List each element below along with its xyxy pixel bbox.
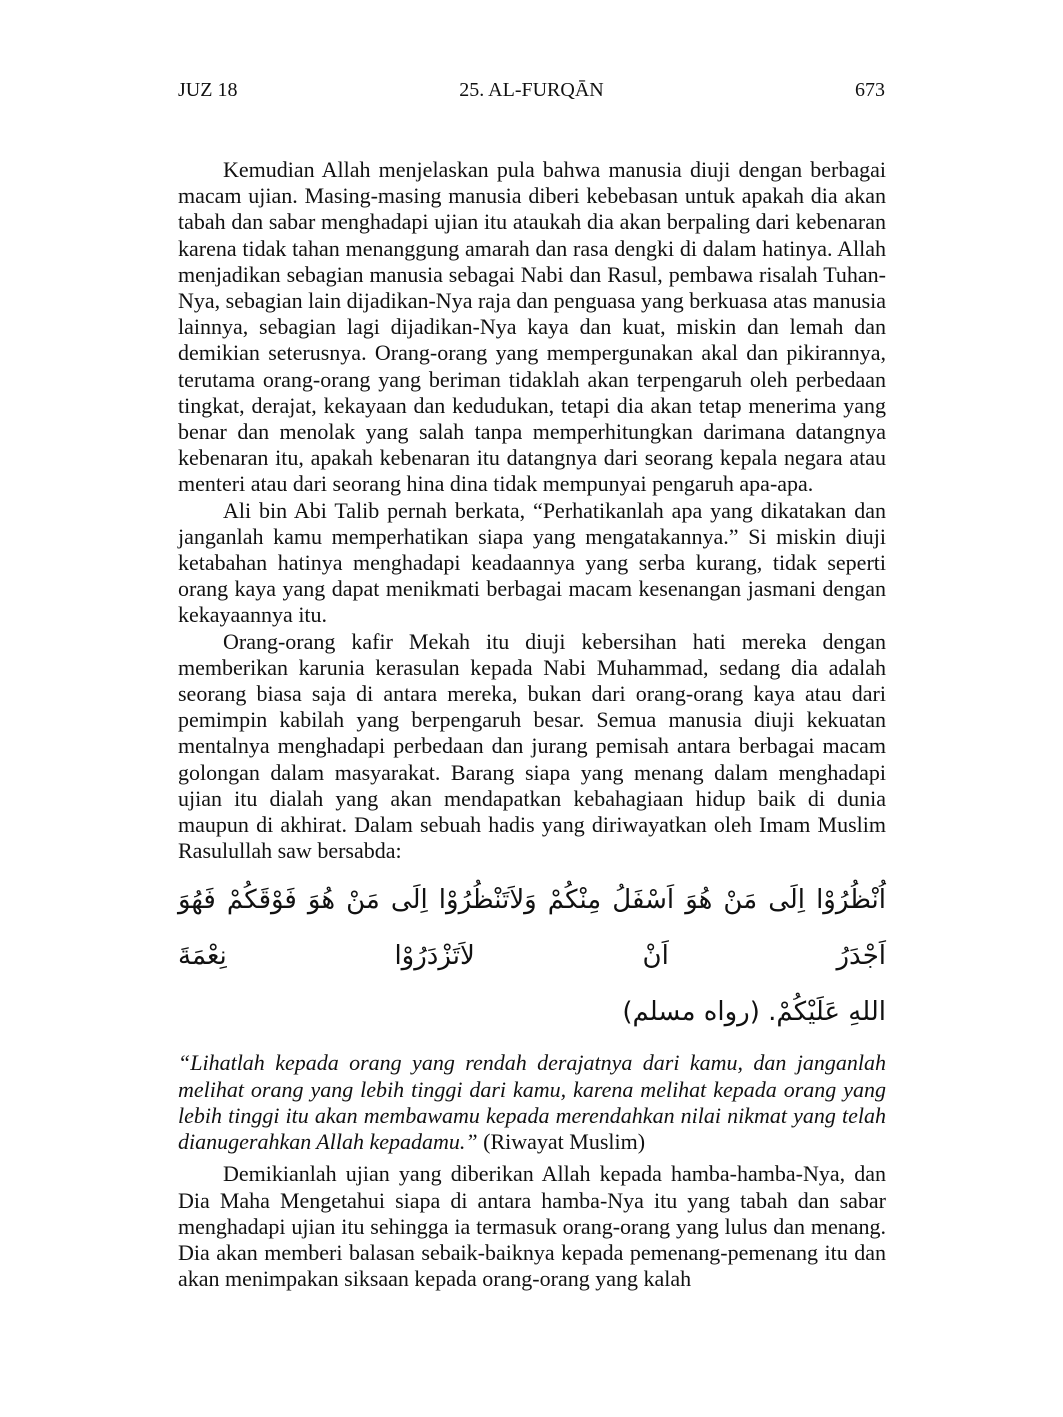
paragraph-1: Kemudian Allah menjelaskan pula bahwa manusia diuji dengan berbagai macam ujian. Masing-masing manusia diberi kebebasan untuk apakah dia akan tabah dan sabar menghadapi ujian itu ataukah dia akan berpaling dari kebenaran karena tidak tahan menanggung amarah dan rasa dengki di dalam hatinya. Allah menjadikan sebagian manusia sebagai Nabi dan Rasul, pembawa risalah Tuhan-Nya, sebagian lain dijadikan-Nya raja dan penguasa yang berkuasa atas manusia lainnya, sebagian lagi dijadikan-Nya kaya dan kuat, miskin dan lemah dan demikian seterusnya. Orang-orang yang mempergunakan akal dan pikirannya, terutama orang-orang yang beriman tidaklah akan terpengaruh oleh perbedaan tingkat, derajat, kekayaan dan kedudukan, tetapi dia akan tetap menerima yang benar dan menolak yang salah tanpa memperhitungkan darimana datangnya kebenaran itu, apakah kebenaran itu datangnya dari seorang kepala negara atau menteri atau dari seorang hina dina tidak mempunyai pengaruh apa-apa. (178, 157, 887, 497)
closing-paragraph: Demikianlah ujian yang diberikan Allah kepada hamba-hamba-Nya, dan Dia Maha Mengetahui siapa di antara hamba-Nya itu yang tabah dan sabar menghadapi ujian itu sehingga ia termasuk orang-orang yang lulus dan menang. Dia akan memberi balasan sebaik-baiknya kepada pemenang-pemenang itu dan akan menimpakan siksaan kepada orang-orang yang kalah (178, 1161, 886, 1292)
arabic-line-2: اللهِ عَلَيْكُمْ. (رواه مسلم) (622, 997, 886, 1028)
translation-text: “Lihatlah kepada orang yang rendah derajatnya dari kamu, dan janganlah melihat orang yang lebih tinggi dari kamu, karena melihat kepada orang yang lebih tinggi itu akan membawamu kepada merendahkan nilai nikmat yang telah dianugerahkan Allah kepadamu.” (178, 1050, 886, 1155)
hadith-translation (178, 1050, 886, 1155)
paragraph-2: Ali bin Abi Talib pernah berkata, “Perhatikanlah apa yang dikatakan dan janganlah kamu memperhatikan siapa yang mengatakannya.” Si miskin diuji ketabahan hatinya menghadapi keadaannya yang serba kurang, tidak seperti orang kaya yang dapat menikmati berbagai macam kesenangan jasmani dengan kekayaannya itu. (178, 497, 886, 628)
page-body (178, 157, 886, 1292)
running-header (178, 76, 885, 104)
paragraph-3: Orang-orang kafir Mekah itu diuji kebersihan hati mereka dengan memberikan karunia kerasulan kepada Nabi Muhammad, sedang dia adalah seorang biasa saja di antara mereka, bukan dari orang-orang kaya atau dari pemimpin kabilah yang berpengaruh besar. Semua manusia diuji kekuatan mentalnya menghadapi perbedaan dan jurang pemisah antara berbagai macam golongan dalam masyarakat. Barang siapa yang menang dalam menghadapi ujian itu dialah yang akan mendapatkan kebahagiaan hidup baik di dunia maupun di akhirat. Dalam sebuah hadis yang diriwayatkan oleh Imam Muslim Rasulullah saw bersabda: (178, 628, 886, 864)
surah-title: 25. AL-FURQĀN (459, 79, 604, 101)
arabic-hadith (178, 872, 886, 1040)
juz-label: JUZ 18 (178, 79, 238, 101)
page-number: 673 (855, 79, 885, 101)
arabic-line-1: اُنْظُرُوْا اِلَى مَنْ هُوَ اَسْفَلُ مِنْكُمْ وَلاَتَنْظُرُوْا اِلَى مَنْ هُوَ فَوْقَكُمْ فَهُوَ اَجْدَرُ اَنْ لاَتَزْدَرُوْا نِعْمَةَ (178, 885, 886, 972)
translation-source: (Riwayat Muslim) (477, 1129, 646, 1155)
